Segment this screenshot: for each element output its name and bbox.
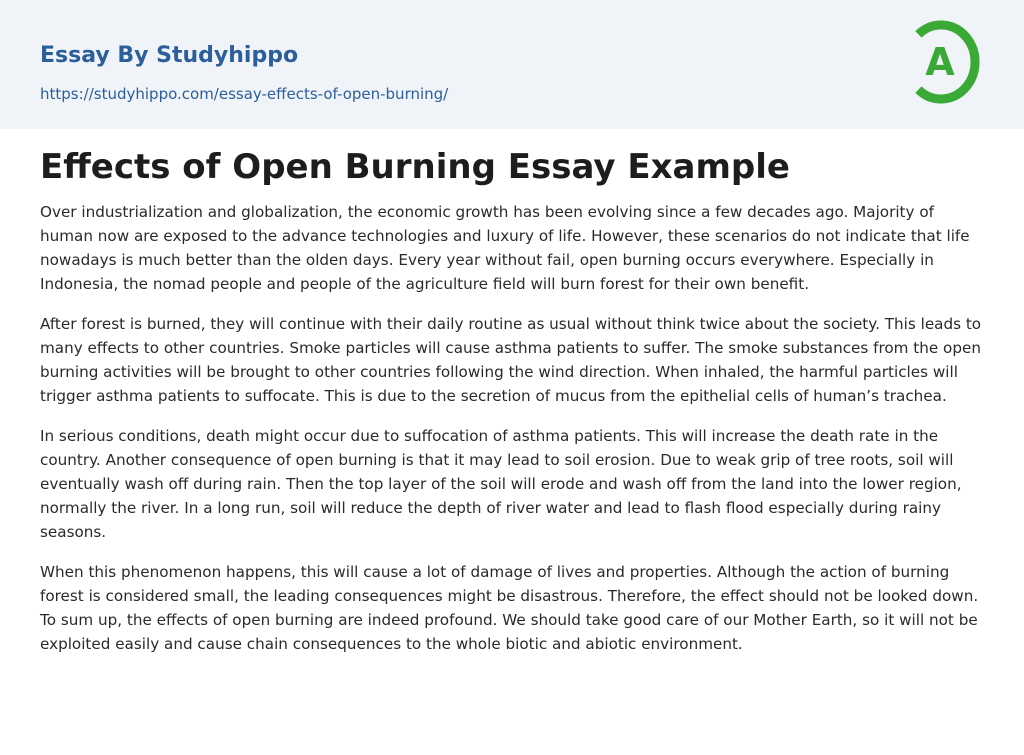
site-brand[interactable]: Essay By Studyhippo	[40, 43, 299, 68]
essay-url-link[interactable]: https://studyhippo.com/essay-effects-of-open-burning/	[40, 85, 449, 103]
site-header	[0, 0, 1024, 129]
article-title: Effects of Open Burning Essay Example	[40, 147, 790, 187]
article-paragraph: After forest is burned, they will continue with their daily routine as usual without think twice about the society. This leads to many effects to other countries. Smoke particles will cause asthma patients to suffer. The smoke substances from the open burning activities will be brought to other countries following the wind direction. When inhaled, the harmful particles will trigger asthma patients to suffocate. This is due to the secretion of mucus from the epithelial cells of human’s trachea.	[40, 315, 982, 405]
article	[40, 140, 984, 672]
article-paragraph: Over industrialization and globalization, the economic growth has been evolving since a few decades ago. Majority of human now are exposed to the advance technologies and luxury of life. However, these scenarios do not indicate that life nowadays is much better than the olden days. Every year without fail, open burning occurs everywhere. Especially in Indonesia, the nomad people and people of the agriculture field will burn forest for their own benefit.	[40, 203, 970, 293]
article-paragraph: When this phenomenon happens, this will cause a lot of damage of lives and properties. Although the action of burning forest is considered small, the leading consequences might be disastrous. Therefore, the effect should not be looked down. To sum up, the effects of open burning are indeed profound. We should take good care of our Mother Earth, so it will not be exploited easily and cause chain consequences to the whole biotic and abiotic environment.	[40, 563, 979, 653]
studyhippo-logo-icon[interactable]	[910, 19, 988, 105]
logo-letter: A	[925, 40, 955, 84]
article-paragraph: In serious conditions, death might occur due to suffocation of asthma patients. This will increase the death rate in the country. Another consequence of open burning is that it may lead to soil erosion. Due to weak grip of tree roots, soil will eventually wash off during rain. Then the top layer of the soil will erode and wash off from the land into the lower region, normally the river. In a long run, soil will reduce the depth of river water and lead to flash flood especially during rainy seasons.	[40, 427, 962, 541]
